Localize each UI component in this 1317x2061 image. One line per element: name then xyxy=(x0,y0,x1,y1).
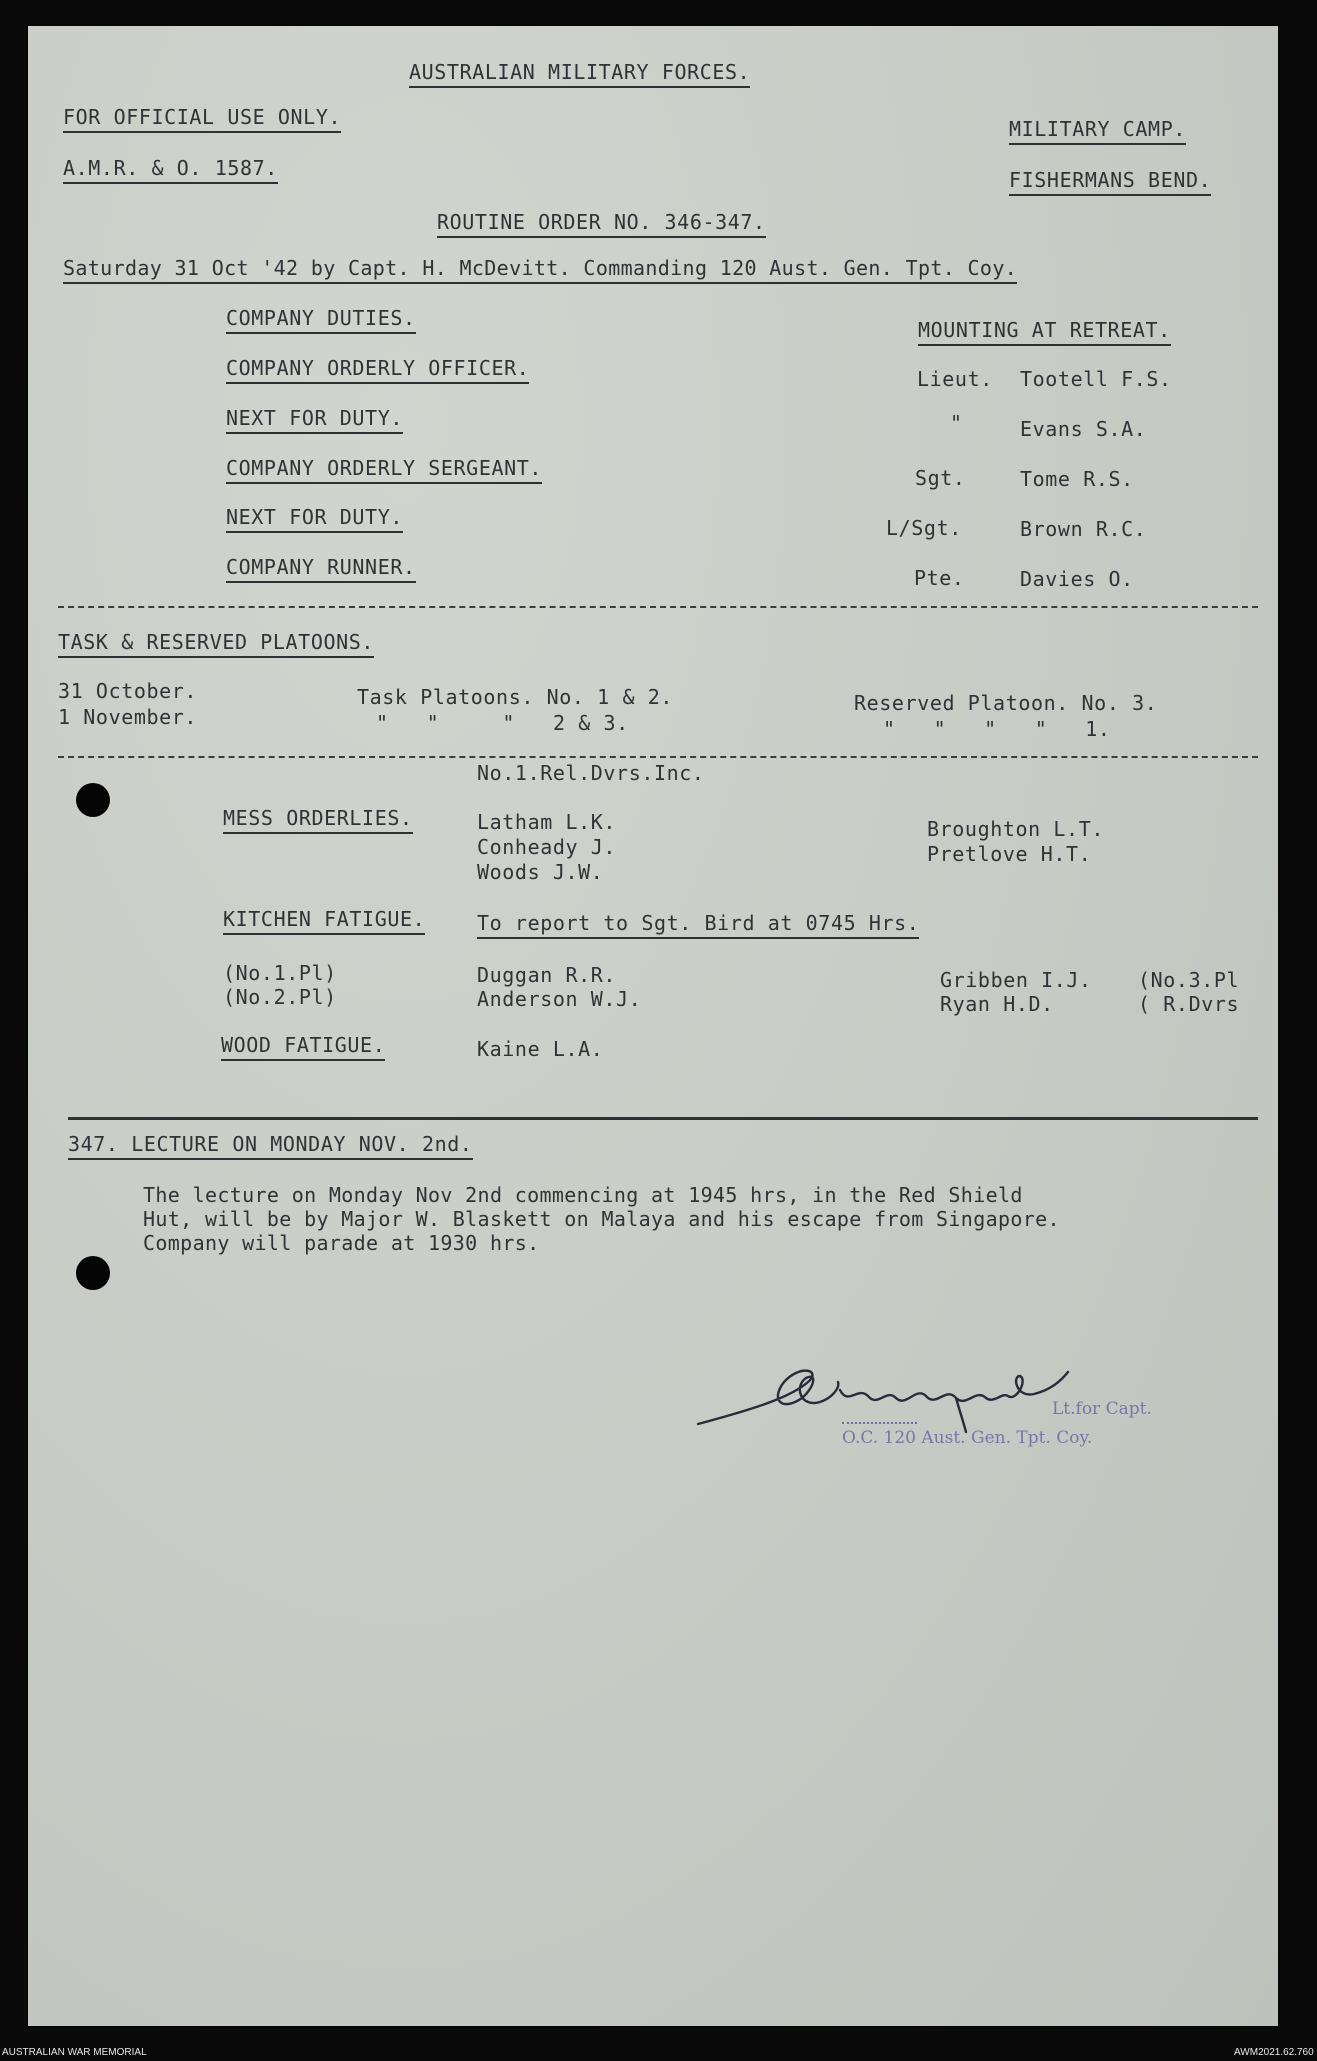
duty-rank: " xyxy=(950,411,963,435)
kitchen-member: Ryan H.D. xyxy=(940,992,1054,1016)
platoon-tag: ( R.Dvrs xyxy=(1138,992,1240,1016)
date-line: Saturday 31 Oct '42 by Capt. H. McDevitt. Commanding 120 Aust. Gen. Tpt. Coy. xyxy=(63,256,1017,284)
mess-orderly: Conheady J. xyxy=(477,835,617,859)
document-title: AUSTRALIAN MILITARY FORCES. xyxy=(409,60,750,88)
reserved-platoon: Reserved Platoon. No. 3. xyxy=(854,691,1158,715)
duty-rank: L/Sgt. xyxy=(886,516,962,540)
company-duties-heading: COMPANY DUTIES. xyxy=(226,306,416,334)
stamp-unit: O.C. 120 Aust. Gen. Tpt. Coy. xyxy=(842,1428,1093,1448)
mess-orderly: Latham L.K. xyxy=(477,810,617,834)
stamp-dotted-line xyxy=(842,1422,917,1424)
punch-hole xyxy=(76,783,110,817)
official-use-label: FOR OFFICIAL USE ONLY. xyxy=(63,105,341,133)
duty-rank: Sgt. xyxy=(915,466,966,490)
mess-orderlies-label: MESS ORDERLIES. xyxy=(223,806,413,834)
duty-name: Tome R.S. xyxy=(1020,467,1134,491)
footer-reference: AWM2021.62.760 xyxy=(1234,2047,1314,2058)
location-label: FISHERMANS BEND. xyxy=(1009,168,1211,196)
dashed-separator xyxy=(58,756,1258,758)
duty-name: Brown R.C. xyxy=(1020,517,1147,541)
duty-name: Evans S.A. xyxy=(1020,417,1147,441)
mounting-heading: MOUNTING AT RETREAT. xyxy=(918,318,1171,346)
platoon-tag: (No.2.Pl) xyxy=(223,985,337,1009)
routine-order-number: ROUTINE ORDER NO. 346-347. xyxy=(437,210,766,238)
kitchen-fatigue-label: KITCHEN FATIGUE. xyxy=(223,907,425,935)
duty-name: Davies O. xyxy=(1020,567,1134,591)
amr-reference: A.M.R. & O. 1587. xyxy=(63,156,278,184)
duty-label: NEXT FOR DUTY. xyxy=(226,505,403,533)
reserved-platoon: " " " " 1. xyxy=(883,717,1111,741)
platoon-date: 1 November. xyxy=(58,705,198,729)
task-platoons: " " " 2 & 3. xyxy=(376,711,629,735)
duty-label: COMPANY RUNNER. xyxy=(226,555,416,583)
lecture-text: The lecture on Monday Nov 2nd commencing at 1945 hrs, in the Red Shield xyxy=(143,1183,1023,1207)
kitchen-member: Duggan R.R. xyxy=(477,963,617,987)
lecture-text: Hut, will be by Major W. Blaskett on Malaya and his escape from Singapore. xyxy=(143,1207,1060,1231)
mess-orderly: Woods J.W. xyxy=(477,860,604,884)
duty-rank: Pte. xyxy=(914,566,965,590)
relief-drivers-note: No.1.Rel.Dvrs.Inc. xyxy=(477,761,705,785)
camp-label: MILITARY CAMP. xyxy=(1009,117,1186,145)
mess-orderly: Pretlove H.T. xyxy=(927,842,1092,866)
task-platoons: Task Platoons. No. 1 & 2. xyxy=(357,685,674,709)
section-rule xyxy=(68,1117,1258,1120)
mess-orderly: Broughton L.T. xyxy=(927,817,1104,841)
wood-fatigue-label: WOOD FATIGUE. xyxy=(221,1033,385,1061)
platoon-tag: (No.1.Pl) xyxy=(223,961,337,985)
duty-label: COMPANY ORDERLY SERGEANT. xyxy=(226,456,542,484)
kitchen-fatigue-note: To report to Sgt. Bird at 0745 Hrs. xyxy=(477,911,919,939)
platoon-date: 31 October. xyxy=(58,679,198,703)
duty-label: NEXT FOR DUTY. xyxy=(226,406,403,434)
kitchen-member: Anderson W.J. xyxy=(477,987,642,1011)
wood-fatigue-member: Kaine L.A. xyxy=(477,1037,604,1061)
dashed-separator xyxy=(58,606,1258,608)
kitchen-member: Gribben I.J. xyxy=(940,968,1092,992)
lecture-text: Company will parade at 1930 hrs. xyxy=(143,1231,540,1255)
lecture-heading: 347. LECTURE ON MONDAY NOV. 2nd. xyxy=(68,1132,473,1160)
platoons-heading: TASK & RESERVED PLATOONS. xyxy=(58,630,374,658)
punch-hole xyxy=(76,1256,110,1290)
duty-name: Tootell F.S. xyxy=(1020,367,1172,391)
platoon-tag: (No.3.Pl xyxy=(1138,968,1240,992)
duty-rank: Lieut. xyxy=(917,367,993,391)
footer-credit: AUSTRALIAN WAR MEMORIAL xyxy=(2,2047,147,2058)
duty-label: COMPANY ORDERLY OFFICER. xyxy=(226,356,529,384)
stamp-rank: Lt.for Capt. xyxy=(1052,1399,1152,1419)
